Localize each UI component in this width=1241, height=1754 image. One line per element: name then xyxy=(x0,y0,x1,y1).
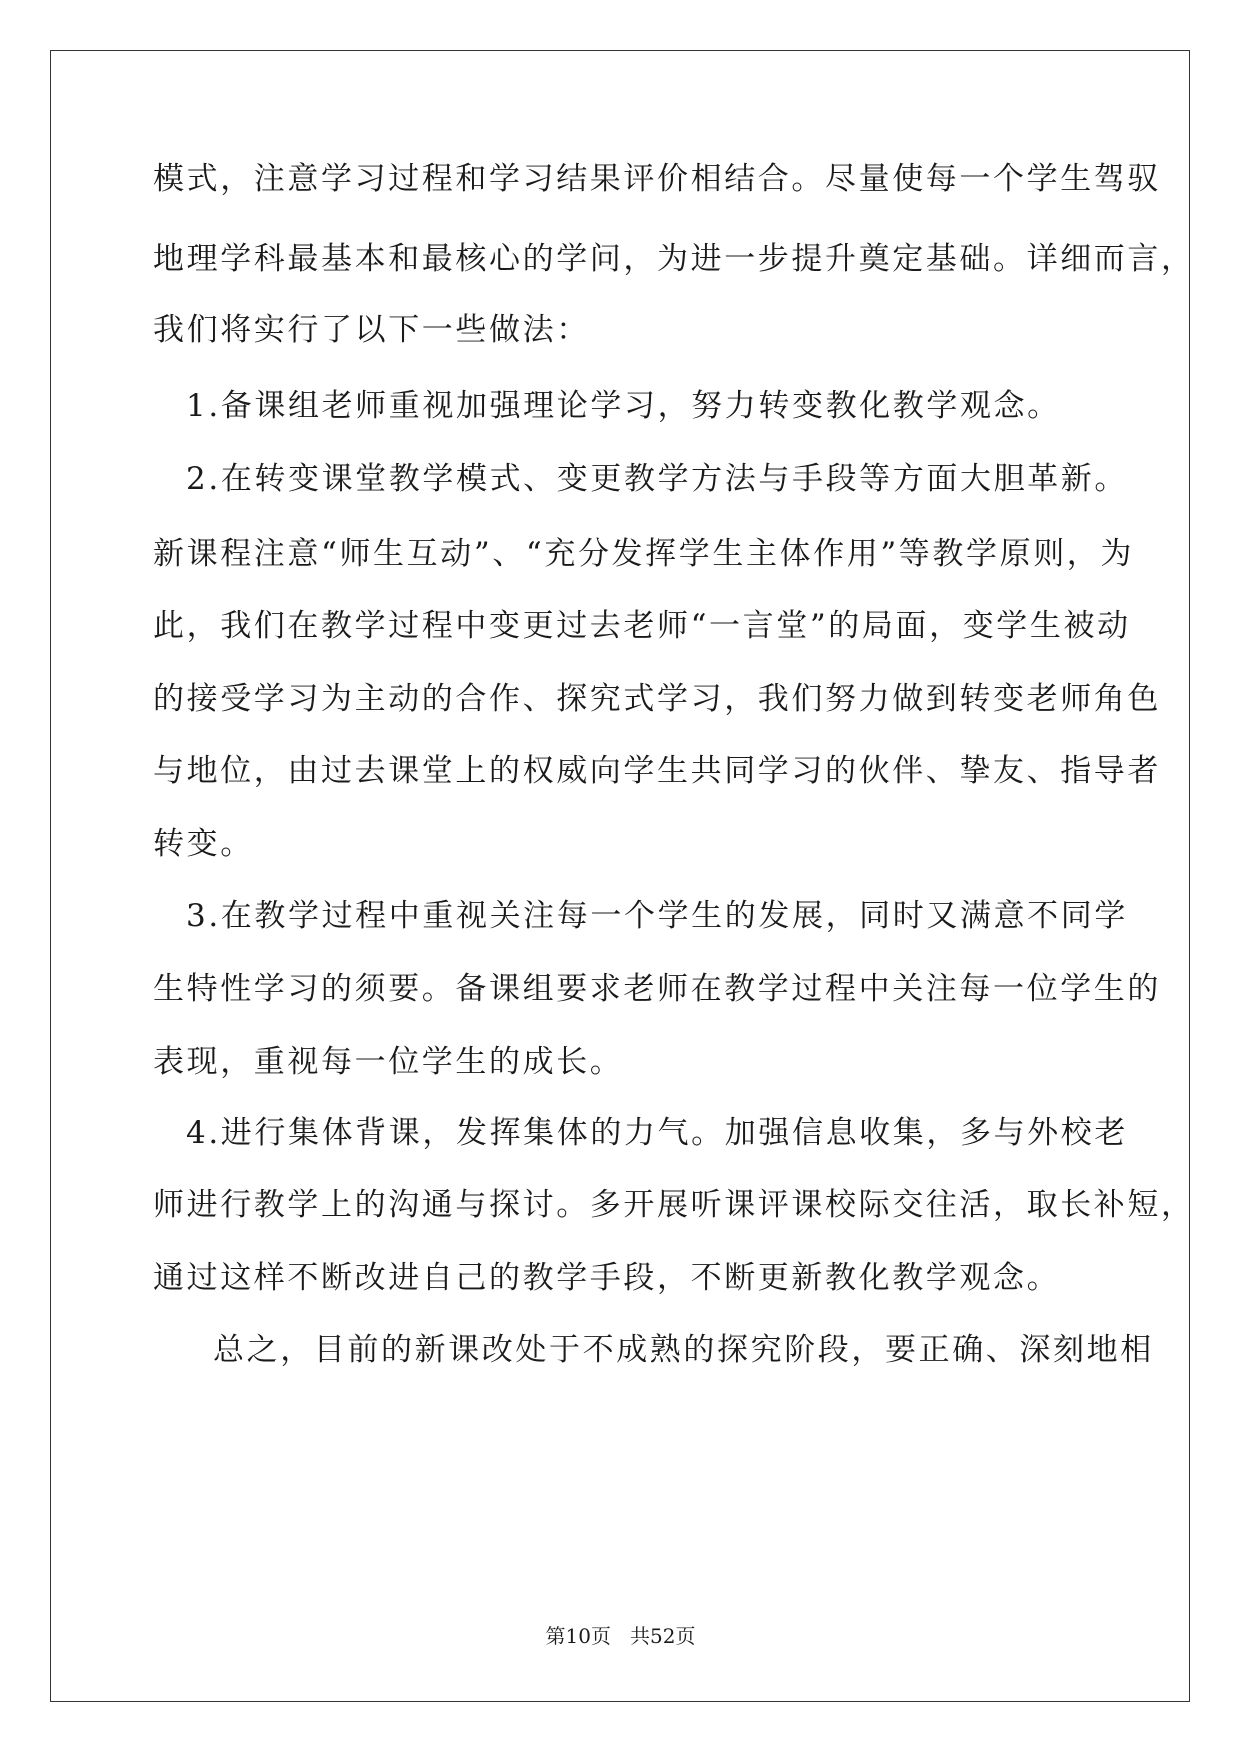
text-line: 2.在转变课堂教学模式、变更教学方法与手段等方面大胆革新。 xyxy=(186,461,1128,497)
text-line: 通过这样不断改进自己的教学手段，不断更新教化教学观念。 xyxy=(153,1260,1061,1296)
text-line: 此，我们在教学过程中变更过去老师“一言堂”的局面，变学生被动 xyxy=(153,608,1131,644)
text-line: 生特性学习的须要。备课组要求老师在教学过程中关注每一位学生的 xyxy=(153,971,1161,1007)
text-line: 1.备课组老师重视加强理论学习，努力转变教化教学观念。 xyxy=(186,388,1061,424)
page-border xyxy=(50,50,1190,1702)
text-line: 转变。 xyxy=(153,826,254,862)
text-line: 的接受学习为主动的合作、探究式学习，我们努力做到转变老师角色 xyxy=(153,681,1161,717)
page-number-footer: 第10页 共52页 xyxy=(545,1624,696,1648)
text-line: 新课程注意“师生互动”、“充分发挥学生主体作用”等教学原则，为 xyxy=(153,536,1134,572)
text-line: 与地位，由过去课堂上的权威向学生共同学习的伙伴、挚友、指导者 xyxy=(153,753,1161,789)
text-line: 模式，注意学习过程和学习结果评价相结合。尽量使每一个学生驾驭 xyxy=(153,161,1161,197)
text-line: 我们将实行了以下一些做法： xyxy=(153,312,590,348)
text-line: 地理学科最基本和最核心的学问，为进一步提升奠定基础。详细而言， xyxy=(153,241,1195,277)
text-line: 师进行教学上的沟通与探讨。多开展听课评课校际交往活，取长补短， xyxy=(153,1187,1195,1223)
text-line: 3.在教学过程中重视关注每一个学生的发展，同时又满意不同学 xyxy=(186,898,1128,934)
text-line: 表现，重视每一位学生的成长。 xyxy=(153,1044,624,1080)
text-line: 总之，目前的新课改处于不成熟的探究阶段，要正确、深刻地相 xyxy=(213,1332,1154,1368)
text-line: 4.进行集体背课，发挥集体的力气。加强信息收集，多与外校老 xyxy=(186,1115,1128,1151)
